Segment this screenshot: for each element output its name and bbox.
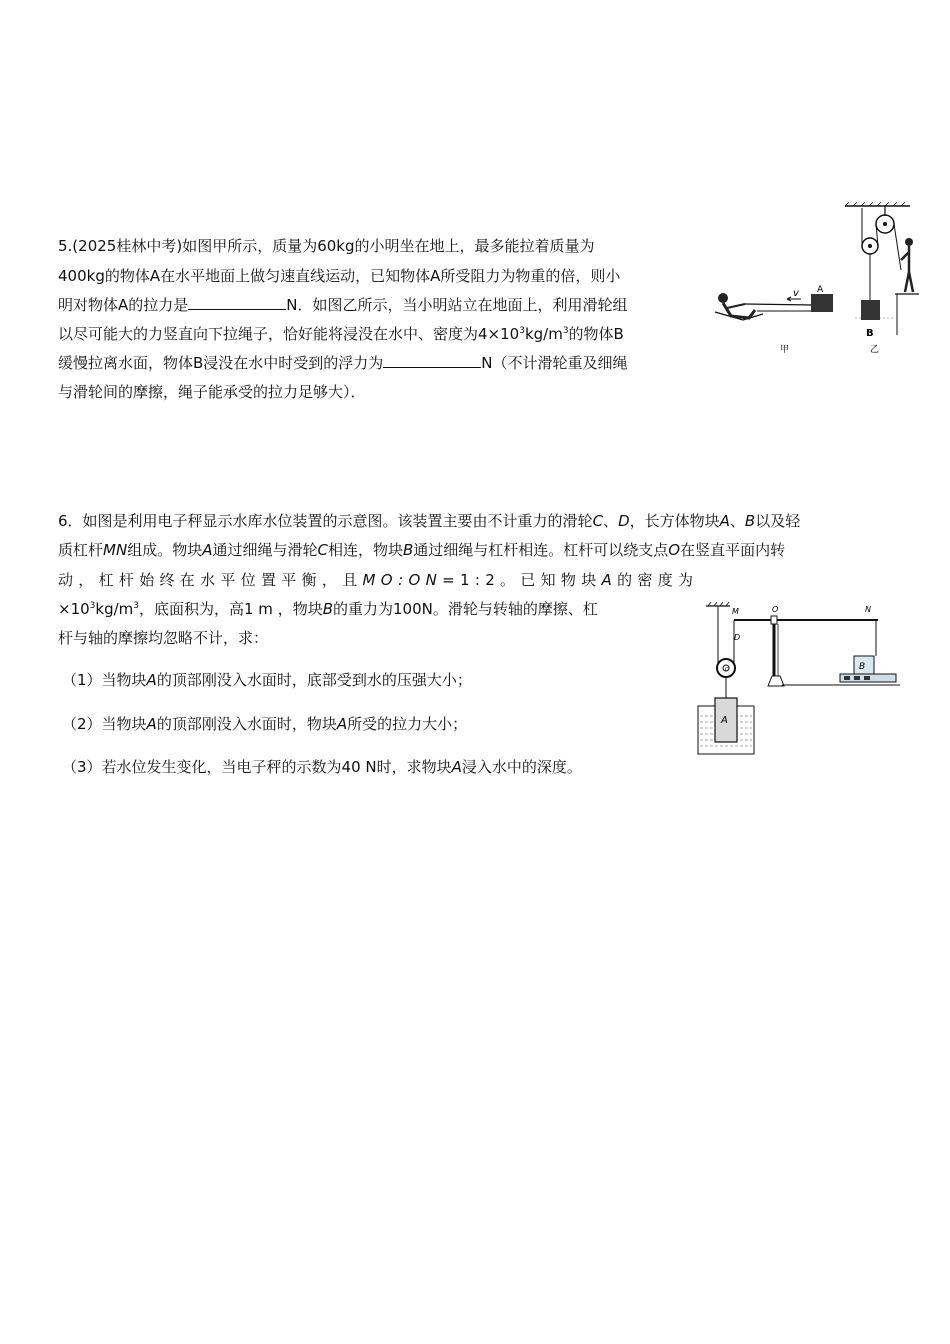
q5-line-3-text-a: 明对物体A的拉力是 [58,296,189,314]
sub1-b: 的顶部刚没入水面时，底部受到水的压强大小； [156,671,472,689]
block-b-label: B [866,328,874,339]
block-b-label: B [859,662,866,672]
q6-line-2-f: 在竖直平面内转 [680,541,786,559]
q5-unit-exponent: 3 [562,326,569,336]
q6-line-4-d: 的重力为100N。滑轮与转轴的摩擦、杠 [333,600,598,618]
answer-blank-2[interactable] [383,353,481,368]
q6-line-3-c: 的密度为 [617,571,699,589]
figure-jia [715,285,833,355]
q5-line-3 [58,295,628,315]
q6-line-2 [58,540,785,560]
var-o: O [668,541,681,559]
q5-line-1: 5.(2025桂林中考)如图甲所示，质量为60kg的小明坐在地上，最多能拉着质量为 [58,237,595,255]
label-jia: 甲 [780,345,790,355]
q6-line-4-c: ，底面积为，高1 m ，物块 [139,600,323,618]
q6-line-1 [58,511,800,531]
q5-line-4 [58,324,624,344]
var-d: D [618,512,630,530]
q6-line-3-a: 动，杠杆始终在水平位置平衡，且 [58,571,363,589]
person-head [718,293,728,303]
var-a: A [601,571,618,589]
var-a: A [451,758,462,776]
q5-line-2: 400kg的物体A在水平地面上做匀速直线运动，已知物体A所受阻力为物重的倍，则小 [58,267,621,285]
block-a-label: A [721,715,728,726]
q6-exponent: 3 [89,601,96,611]
block-a-label: A [817,285,824,295]
label-d: D [734,633,741,642]
sub1-a: （1）当物块 [62,671,147,689]
label-yi: 乙 [870,345,880,355]
q6-line-1-b: ，长方体物块 [629,512,720,530]
q6-figure [694,598,906,763]
q6-line-2-a: 质杠杆 [58,541,104,559]
var-b: B [402,541,414,559]
answer-blank-1[interactable] [188,295,286,310]
q6-subquestion-2 [62,714,467,734]
var-a: A [146,671,157,689]
var-b: B [322,600,333,618]
q6-line-4 [58,599,598,619]
sub3-a: （3）若水位发生变化，当电子秤的示数为40 N时，求物块 [62,758,452,776]
var-ratio: MO:ON [362,571,443,589]
q5-line-4-text-c: 的物体B [568,325,624,343]
var-a: A [719,512,730,530]
q6-line-2-e: 通过细绳与杠杆相连。杠杆可以绕支点 [413,541,669,559]
sub2-b: 的顶部刚没入水面时，物块 [156,715,337,733]
q6-unit: kg/m [95,600,134,618]
q6-line-2-c: 通过细绳与滑轮 [212,541,318,559]
label-m: M [732,607,739,616]
q6-line-4-a: ×10 [58,600,90,618]
sub3-b: 浸入水中的深度。 [461,758,582,776]
figure-yi [845,202,919,355]
q6-unit-exponent: 3 [133,601,139,611]
var-a: A [146,715,157,733]
var-c: C [592,512,604,530]
q6-line-1-a: 6．如图是利用电子秤显示水库水位装置的示意图。该装置主要由不计重力的滑轮 [58,512,593,530]
var-a: A [336,715,348,733]
label-c: C [725,667,729,673]
q6-line-1-end: 以及轻 [755,512,801,530]
q6-subquestion-1 [62,670,472,690]
q6-line-2-b: 组成。物块 [127,541,203,559]
block-b [861,300,880,320]
label-n: N [865,605,871,614]
q6-line-5: 杆与轴的摩擦均忽略不计，求： [58,629,269,647]
q5-line-5-text-a: 缓慢拉离水面，物体B浸没在水中时受到的浮力为 [58,354,384,372]
var-c: C [317,541,328,559]
var-a: A [202,541,213,559]
sub2-c: 所受的拉力大小； [347,715,468,733]
q5-line-6: 与滑轮间的摩擦，绳子能承受的拉力足够大）． [58,383,366,401]
var-b: B [744,512,756,530]
label-o: O [772,605,779,614]
sub2-a: （2）当物块 [62,715,147,733]
q5-line-4-text-a: 以尽可能大的力竖直向下拉绳子，恰好能将浸没在水中、密度为4×10 [58,325,520,343]
q5-figure [705,200,930,360]
q5-unit: kg/m [524,325,563,343]
q6-line-3 [58,570,698,590]
q6-subquestion-3 [62,757,582,777]
q5-line-5-text-b: N（不计滑轮重及细绳 [481,354,628,372]
var-mn: MN [103,541,128,559]
q6-sep-2: 、 [729,512,745,530]
q6-line-3-b: =1:2。已知物块 [442,571,602,589]
person-standing-head [905,238,913,246]
q5-line-3-text-b: N．如图乙所示，当小明站立在地面上，利用滑轮组 [286,296,628,314]
q5-exponent: 3 [519,326,525,336]
velocity-label: v [793,288,799,299]
block-a [811,294,833,312]
q6-sep: 、 [603,512,619,530]
q6-line-2-d: 相连，物块 [327,541,403,559]
q5-line-5 [58,353,628,373]
